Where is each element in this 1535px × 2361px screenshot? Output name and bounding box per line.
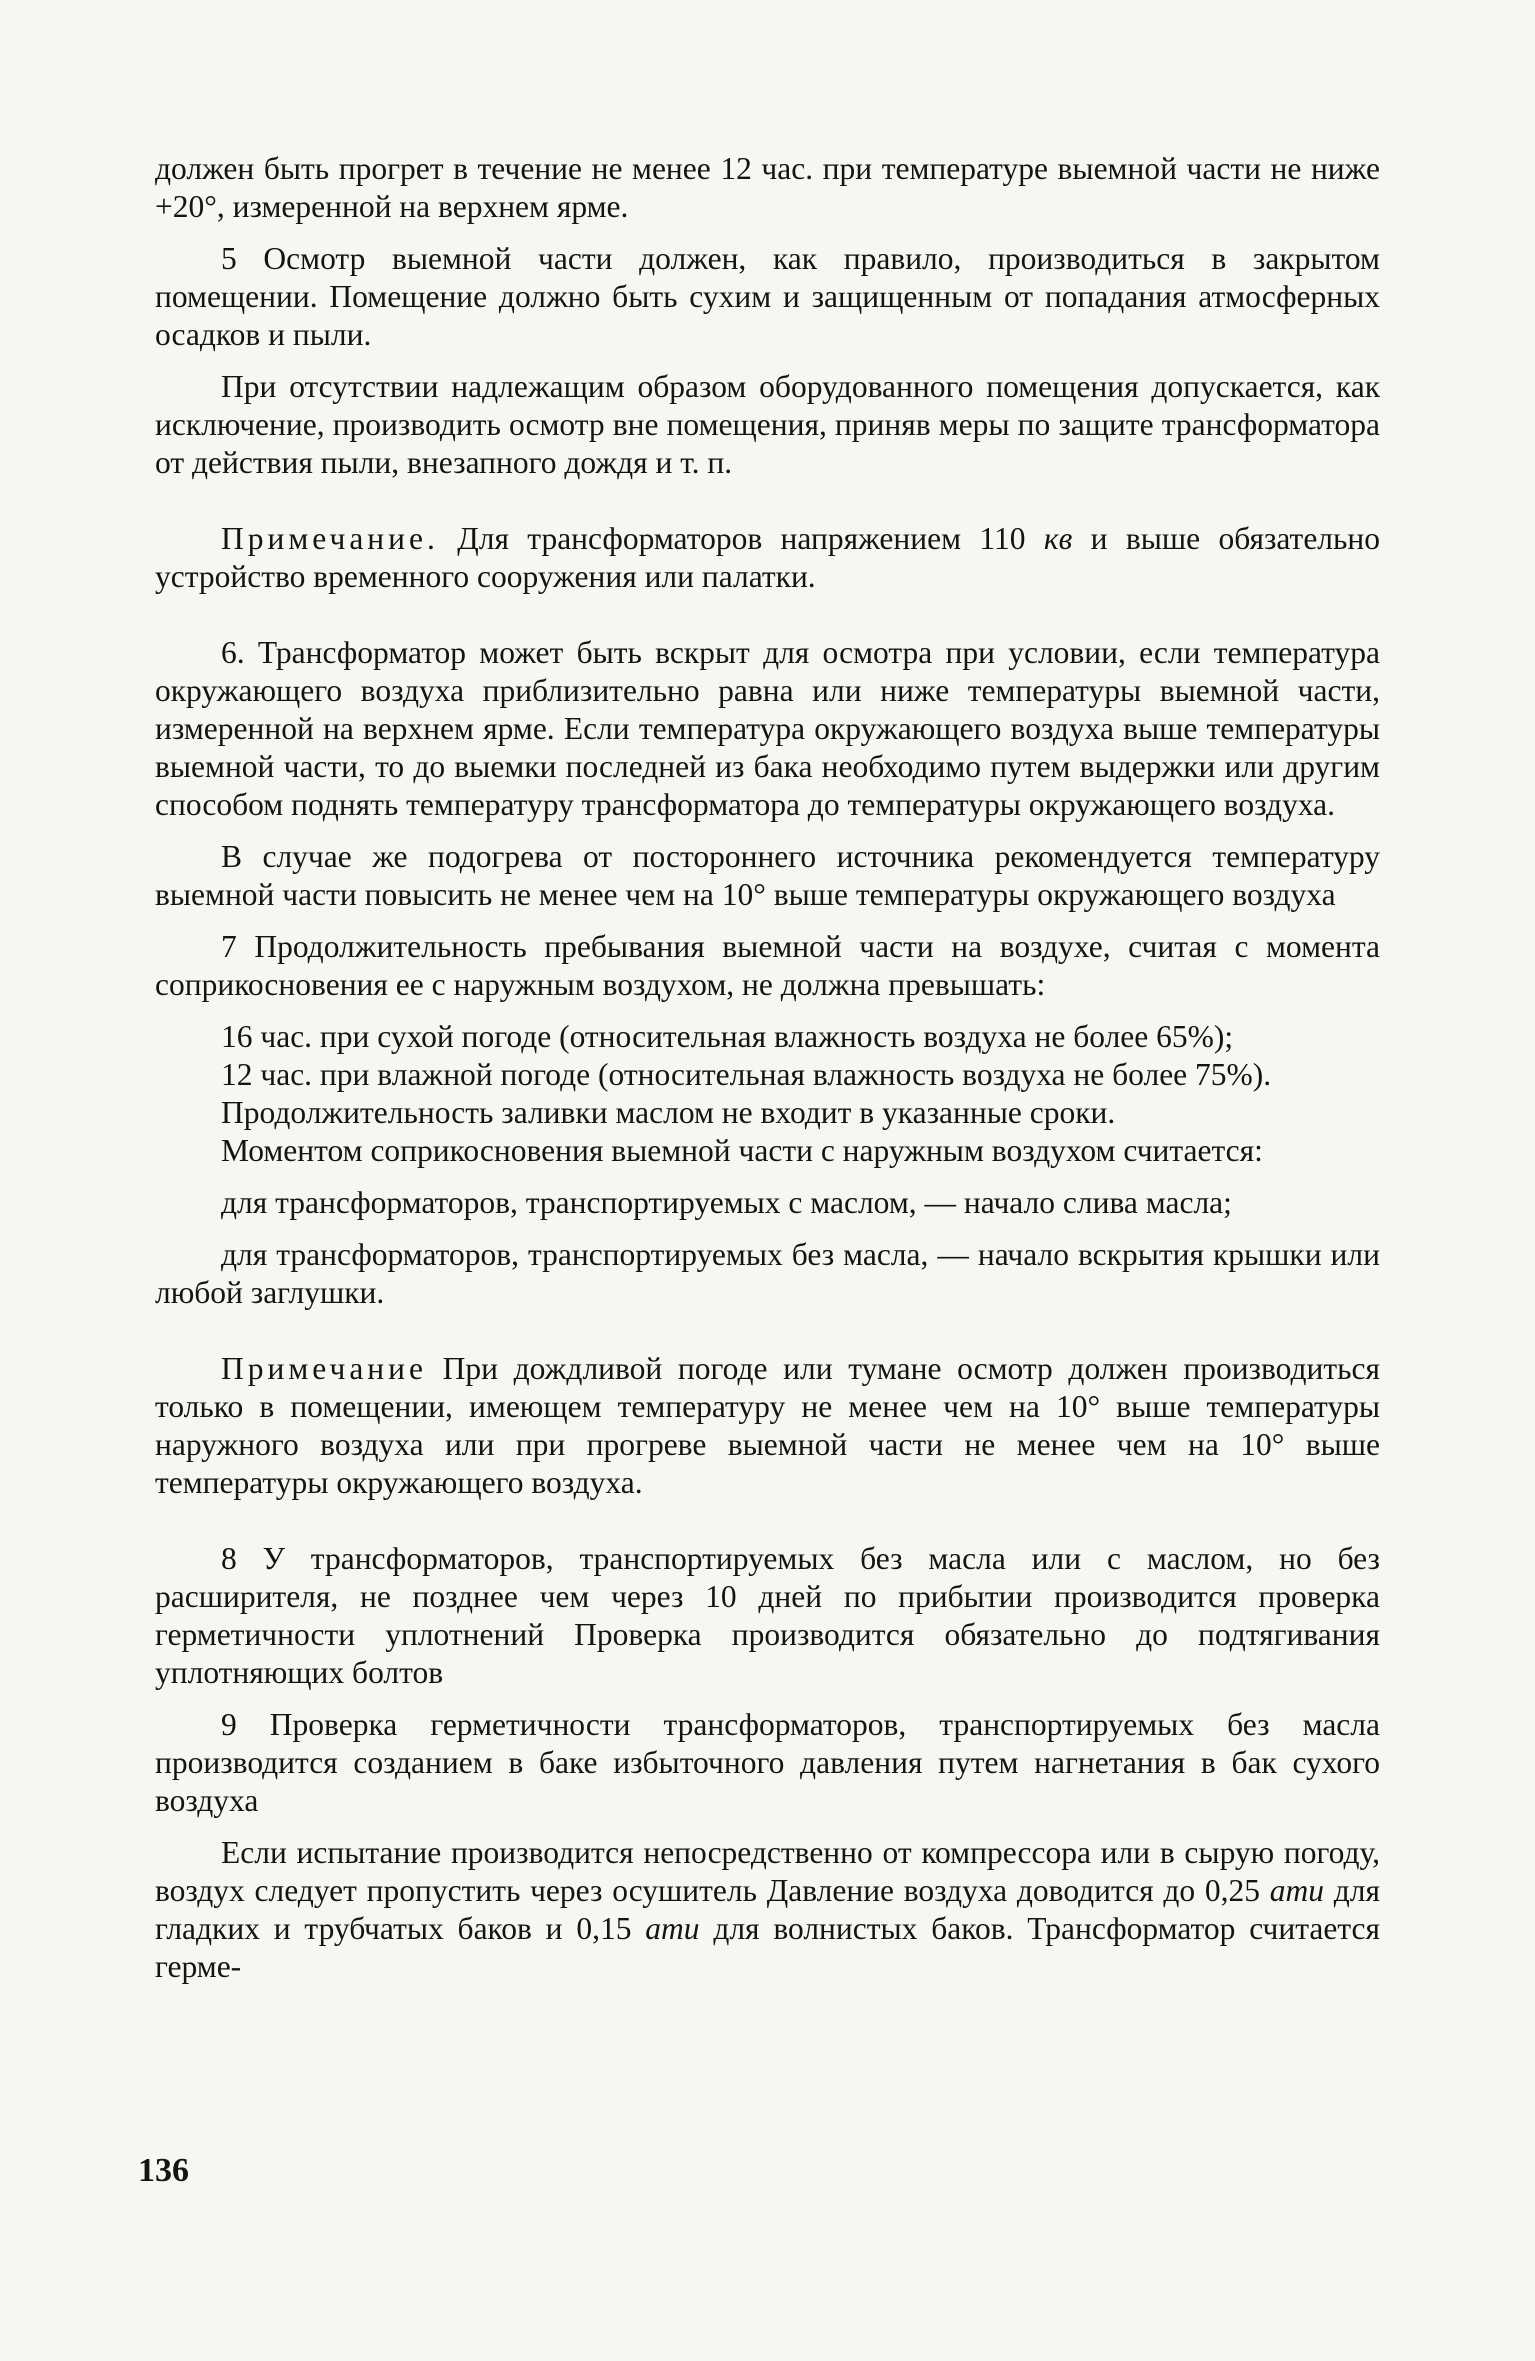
paragraph-continued: должен быть прогрет в течение не менее 12 час. при температуре выемной части не ниже +20°, измеренной на верхнем ярме. xyxy=(155,151,1380,224)
paragraph-oil-fill: Продолжительность заливки маслом не входит в указанные сроки. xyxy=(221,1095,1116,1130)
pressure-text-b: для гладких и трубчатых баков и 0,15 xyxy=(155,1873,1380,1946)
paragraph-outdoor-inspection: При отсутствии надлежащим образом оборудованного помещения допускается, как исключение, производить осмотр вне помещения, приняв меры по защите трансформатора от действия пыли, внезапного дождя и т. п. xyxy=(155,369,1380,480)
paragraph-contact-moment: Моментом соприкосновения выемной части с наружным воздухом считается: xyxy=(221,1133,1263,1168)
paragraph-item-8: 8 У трансформаторов, транспортируемых без масла или с маслом, но без расширителя, не позднее чем через 10 дней по прибытии производится проверка герметичности уплотнений Проверка производится обязательно до подтягивания уплотняющих болтов xyxy=(155,1541,1380,1690)
paragraph-item-5: 5 Осмотр выемной части должен, как правило, производиться в закрытом помещении. Помещение должно быть сухим и защищенным от попадания атмосферных осадков и пыли. xyxy=(155,241,1380,352)
document-page xyxy=(155,150,1380,1986)
paragraph-item-7: 7 Продолжительность пребывания выемной части на воздухе, считая с момента соприкосновения ее с наружным воздухом, не должна превышать: xyxy=(155,929,1380,1002)
paragraph-with-oil: для трансформаторов, транспортируемых с маслом, — начало слива масла; xyxy=(221,1185,1232,1220)
paragraph-item-9: 9 Проверка герметичности трансформаторов, транспортируемых без масла производится созданием в баке избыточного давления путем нагнетания в бак сухого воздуха xyxy=(155,1707,1380,1818)
note-1-unit: кв xyxy=(1043,521,1073,556)
note-1-text-b: и выше обязательно устройство временного сооружения или палатки. xyxy=(155,521,1380,594)
pressure-text-a: Если испытание производится непосредственно от компрессора или в сырую погоду, воздух следует пропустить через осушитель Давление воздуха доводится до 0,25 xyxy=(155,1835,1380,1908)
note-2-label: Примечание xyxy=(221,1351,428,1386)
paragraph-pressure-test xyxy=(155,1834,1380,1986)
note-1 xyxy=(155,520,1380,596)
paragraph-item-6: 6. Трансформатор может быть вскрыт для осмотра при условии, если температура окружающего воздуха приблизительно равна или ниже температуры выемной части, измеренной на верхнем ярме. Если температура окружающего воздуха выше температуры выемной части, то до выемки последней из бака необходимо путем выдержки или другим способом поднять температуру трансформатора до температуры окружающего воздуха. xyxy=(155,635,1380,822)
paragraph-dry-weather: 16 час. при сухой погоде (относительная влажность воздуха не более 65%); xyxy=(221,1019,1234,1054)
paragraph-without-oil: для трансформаторов, транспортируемых без масла, — начало вскрытия крышки или любой заглушки. xyxy=(155,1237,1380,1310)
note-2-text: При дождливой погоде или тумане осмотр должен производиться только в помещении, имеющем температуру не менее чем на 10° выше температуры наружного воздуха или при прогреве выемной части не менее чем на 10° выше температуры окружающего воздуха. xyxy=(155,1351,1380,1500)
pressure-text-c: для волнистых баков. Трансформатор считается герме- xyxy=(155,1911,1380,1984)
pressure-unit-2: ати xyxy=(645,1911,700,1946)
note-1-text-a: Для трансформаторов напряжением 110 xyxy=(438,521,1044,556)
note-1-label: Примечание. xyxy=(221,521,439,556)
page-number: 136 xyxy=(138,2152,189,2189)
paragraph-wet-weather: 12 час. при влажной погоде (относительная влажность воздуха не более 75%). xyxy=(221,1057,1272,1092)
paragraph-heating: В случае же подогрева от постороннего источника рекомендуется температуру выемной части повысить не менее чем на 10° выше температуры окружающего воздуха xyxy=(155,839,1380,912)
note-2 xyxy=(155,1350,1380,1502)
pressure-unit-1: ати xyxy=(1269,1873,1325,1908)
